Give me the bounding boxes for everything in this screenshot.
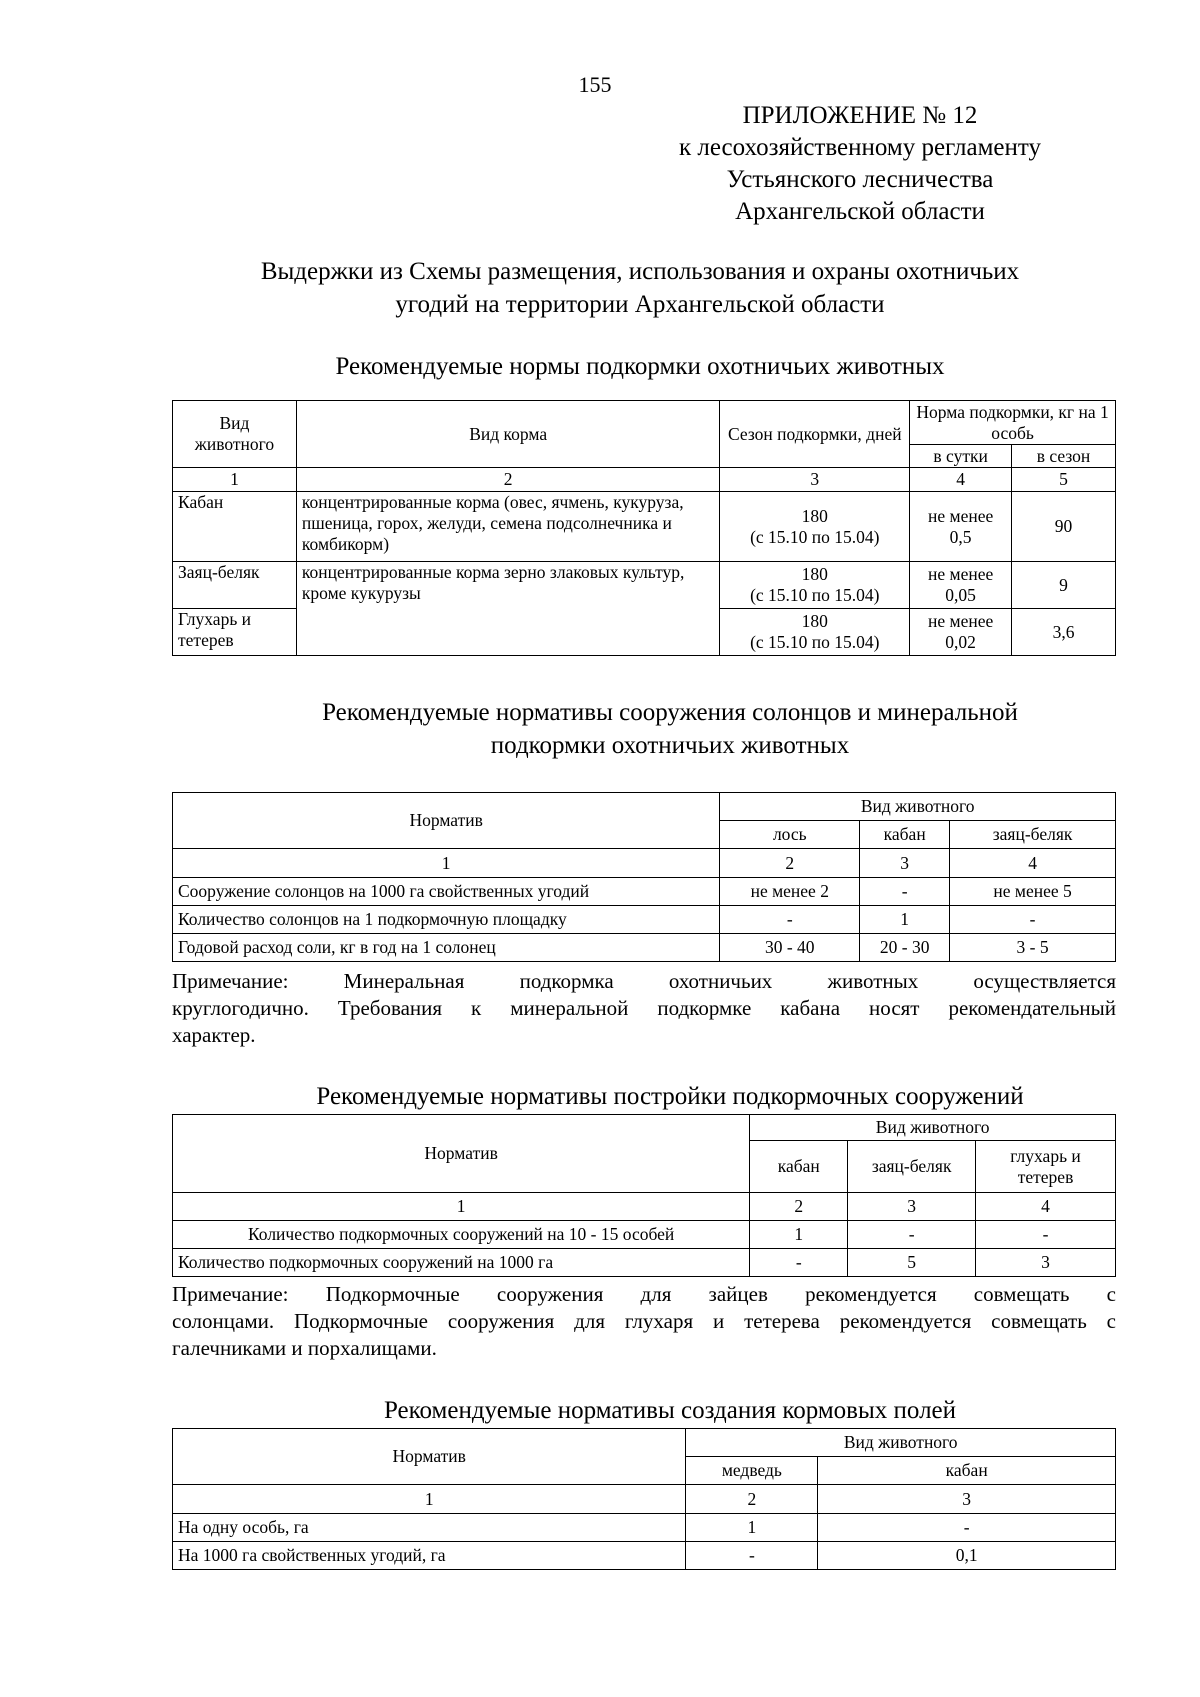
value-cell: 0,1: [818, 1542, 1116, 1570]
section1-title: Рекомендуемые нормы подкормки охотничьих животных: [335, 353, 945, 380]
document-title: [170, 255, 1110, 321]
per-day-value: 0,5: [949, 526, 972, 547]
note-line: галечниками и порхалищами.: [172, 1336, 437, 1360]
value-cell: не менее 5: [950, 878, 1116, 906]
season-cell: [720, 609, 910, 656]
season-period: (с 15.10 по 15.04): [750, 632, 880, 652]
appendix-title: ПРИЛОЖЕНИЕ № 12: [742, 102, 978, 129]
value-cell: -: [686, 1542, 818, 1570]
header-normative: Норматив: [173, 1429, 686, 1485]
normative-cell: Количество подкормочных сооружений на 1000 га: [173, 1249, 750, 1277]
feeding-norms-table: [172, 400, 1116, 656]
season-cell: [720, 562, 910, 609]
column-number: 2: [296, 468, 719, 492]
section2-title: [200, 696, 1140, 762]
header-animal-type: Вид животного: [750, 1115, 1116, 1141]
column-number: 4: [950, 849, 1116, 878]
value-cell: -: [976, 1221, 1116, 1249]
header-animal: Вид животного: [173, 401, 297, 468]
value-cell: не менее 2: [720, 878, 860, 906]
value-cell: -: [860, 878, 950, 906]
header-boar: кабан: [750, 1141, 848, 1193]
section2-title-line: Рекомендуемые нормативы сооружения солонцов и минеральной: [322, 699, 1018, 726]
value-cell: 1: [686, 1514, 818, 1542]
value-cell: 20 - 30: [860, 934, 950, 962]
normative-cell: Годовой расход соли, кг в год на 1 солонец: [173, 934, 720, 962]
column-number: 3: [848, 1193, 976, 1221]
value-cell: -: [818, 1514, 1116, 1542]
season-period: (с 15.10 по 15.04): [750, 526, 880, 547]
per-season-cell: 3,6: [1012, 609, 1116, 656]
header-animal-type: Вид животного: [686, 1429, 1116, 1457]
value-cell: 3: [976, 1249, 1116, 1277]
section2-note: [172, 968, 1116, 1049]
normative-cell: Количество солонцов на 1 подкормочную площадку: [173, 906, 720, 934]
value-cell: -: [720, 906, 860, 934]
document-title-line: угодий на территории Архангельской области: [395, 291, 885, 318]
section3-title: Рекомендуемые нормативы постройки подкормочных сооружений: [316, 1083, 1024, 1110]
per-season-cell: 90: [1012, 492, 1116, 562]
feed-cell: концентрированные корма (овес, ячмень, кукуруза, пшеница, горох, желуди, семена подсолнечника и комбикорм): [296, 492, 719, 562]
header-per-season: в сезон: [1012, 445, 1116, 468]
table-row: [173, 562, 1116, 609]
header-hare: заяц-беляк: [950, 821, 1116, 849]
per-day-min: не менее: [927, 611, 994, 631]
column-number: 5: [1012, 468, 1116, 492]
per-day-min: не менее: [927, 505, 994, 526]
header-feed: Вид корма: [296, 401, 719, 468]
note-line: Примечание: Минеральная подкормка охотничьих животных осуществляется: [172, 969, 1116, 993]
feed-fields-table: [172, 1428, 1116, 1570]
appendix-line: Устьянского лесничества: [726, 166, 994, 193]
value-cell: 1: [750, 1221, 848, 1249]
appendix-line: Архангельской области: [735, 198, 985, 225]
header-normative: Норматив: [173, 793, 720, 849]
normative-cell: На одну особь, га: [173, 1514, 686, 1542]
header-boar: кабан: [818, 1457, 1116, 1485]
column-number: 2: [750, 1193, 848, 1221]
column-number: 3: [720, 468, 910, 492]
column-number: 4: [910, 468, 1012, 492]
table-row: [173, 492, 1116, 562]
note-line: характер.: [172, 1023, 256, 1047]
normative-cell: Количество подкормочных сооружений на 10 - 15 особей: [173, 1221, 750, 1249]
value-cell: 5: [848, 1249, 976, 1277]
header-season: Сезон подкормки, дней: [720, 401, 910, 468]
column-number: 1: [173, 849, 720, 878]
table-row: [173, 934, 1116, 962]
animal-cell: Заяц-беляк: [173, 562, 297, 609]
header-norm: Норма подкормки, кг на 1 особь: [910, 401, 1116, 445]
page-number: 155: [578, 72, 612, 97]
header-hare: заяц-беляк: [848, 1141, 976, 1193]
per-day-min: не менее: [927, 564, 994, 584]
value-cell: -: [950, 906, 1116, 934]
table-row: [173, 1249, 1116, 1277]
normative-cell: На 1000 га свойственных угодий, га: [173, 1542, 686, 1570]
animal-cell: Глухарь и тетерев: [173, 609, 297, 656]
table-row: [173, 878, 1116, 906]
note-line: круглогодично. Требования к минеральной подкормке кабана носят рекомендательный: [172, 996, 1116, 1020]
table-row: [173, 906, 1116, 934]
column-number: 4: [976, 1193, 1116, 1221]
column-number: 1: [173, 468, 297, 492]
header-grouse: глухарь и тетерев: [976, 1141, 1116, 1193]
animal-cell: Кабан: [173, 492, 297, 562]
per-season-cell: 9: [1012, 562, 1116, 609]
value-cell: 1: [860, 906, 950, 934]
season-days: 180: [801, 611, 828, 631]
appendix-header: [640, 100, 1080, 228]
per-day-cell: [910, 562, 1012, 609]
section4-title: Рекомендуемые нормативы создания кормовых полей: [383, 1397, 957, 1424]
column-number: 3: [860, 849, 950, 878]
table-row: [173, 1542, 1116, 1570]
header-per-day: в сутки: [910, 445, 1012, 468]
header-normative: Норматив: [173, 1115, 750, 1193]
per-day-value: 0,05: [945, 585, 976, 605]
season-period: (с 15.10 по 15.04): [750, 585, 880, 605]
note-line: Примечание: Подкормочные сооружения для зайцев рекомендуется совмещать с: [172, 1282, 1116, 1306]
header-moose: лось: [720, 821, 860, 849]
feeding-structures-table: [172, 1114, 1116, 1277]
header-bear: медведь: [686, 1457, 818, 1485]
column-number: 1: [173, 1193, 750, 1221]
normative-cell: Сооружение солонцов на 1000 га свойственных угодий: [173, 878, 720, 906]
table-row: [173, 1221, 1116, 1249]
column-number: 3: [818, 1485, 1116, 1514]
season-days: 180: [801, 564, 828, 584]
value-cell: 3 - 5: [950, 934, 1116, 962]
column-number: 1: [173, 1485, 686, 1514]
feed-cell: концентрированные корма зерно злаковых культур, кроме кукурузы: [296, 562, 719, 656]
header-animal-type: Вид животного: [720, 793, 1116, 821]
per-day-value: 0,02: [945, 632, 976, 652]
section2-title-line: подкормки охотничьих животных: [490, 732, 850, 759]
value-cell: 30 - 40: [720, 934, 860, 962]
document-title-line: Выдержки из Схемы размещения, использования и охраны охотничьих: [260, 258, 1020, 285]
value-cell: -: [848, 1221, 976, 1249]
note-line: солонцами. Подкормочные сооружения для глухаря и тетерева рекомендуется совмещать с: [172, 1309, 1116, 1333]
table-row: [173, 1514, 1116, 1542]
column-number: 2: [720, 849, 860, 878]
value-cell: -: [750, 1249, 848, 1277]
salt-lick-table: [172, 792, 1116, 962]
column-number: 2: [686, 1485, 818, 1514]
section3-note: [172, 1281, 1116, 1362]
season-cell: [720, 492, 910, 562]
per-day-cell: [910, 492, 1012, 562]
per-day-cell: [910, 609, 1012, 656]
season-days: 180: [801, 505, 828, 526]
header-boar: кабан: [860, 821, 950, 849]
appendix-line: к лесохозяйственному регламенту: [678, 134, 1042, 161]
